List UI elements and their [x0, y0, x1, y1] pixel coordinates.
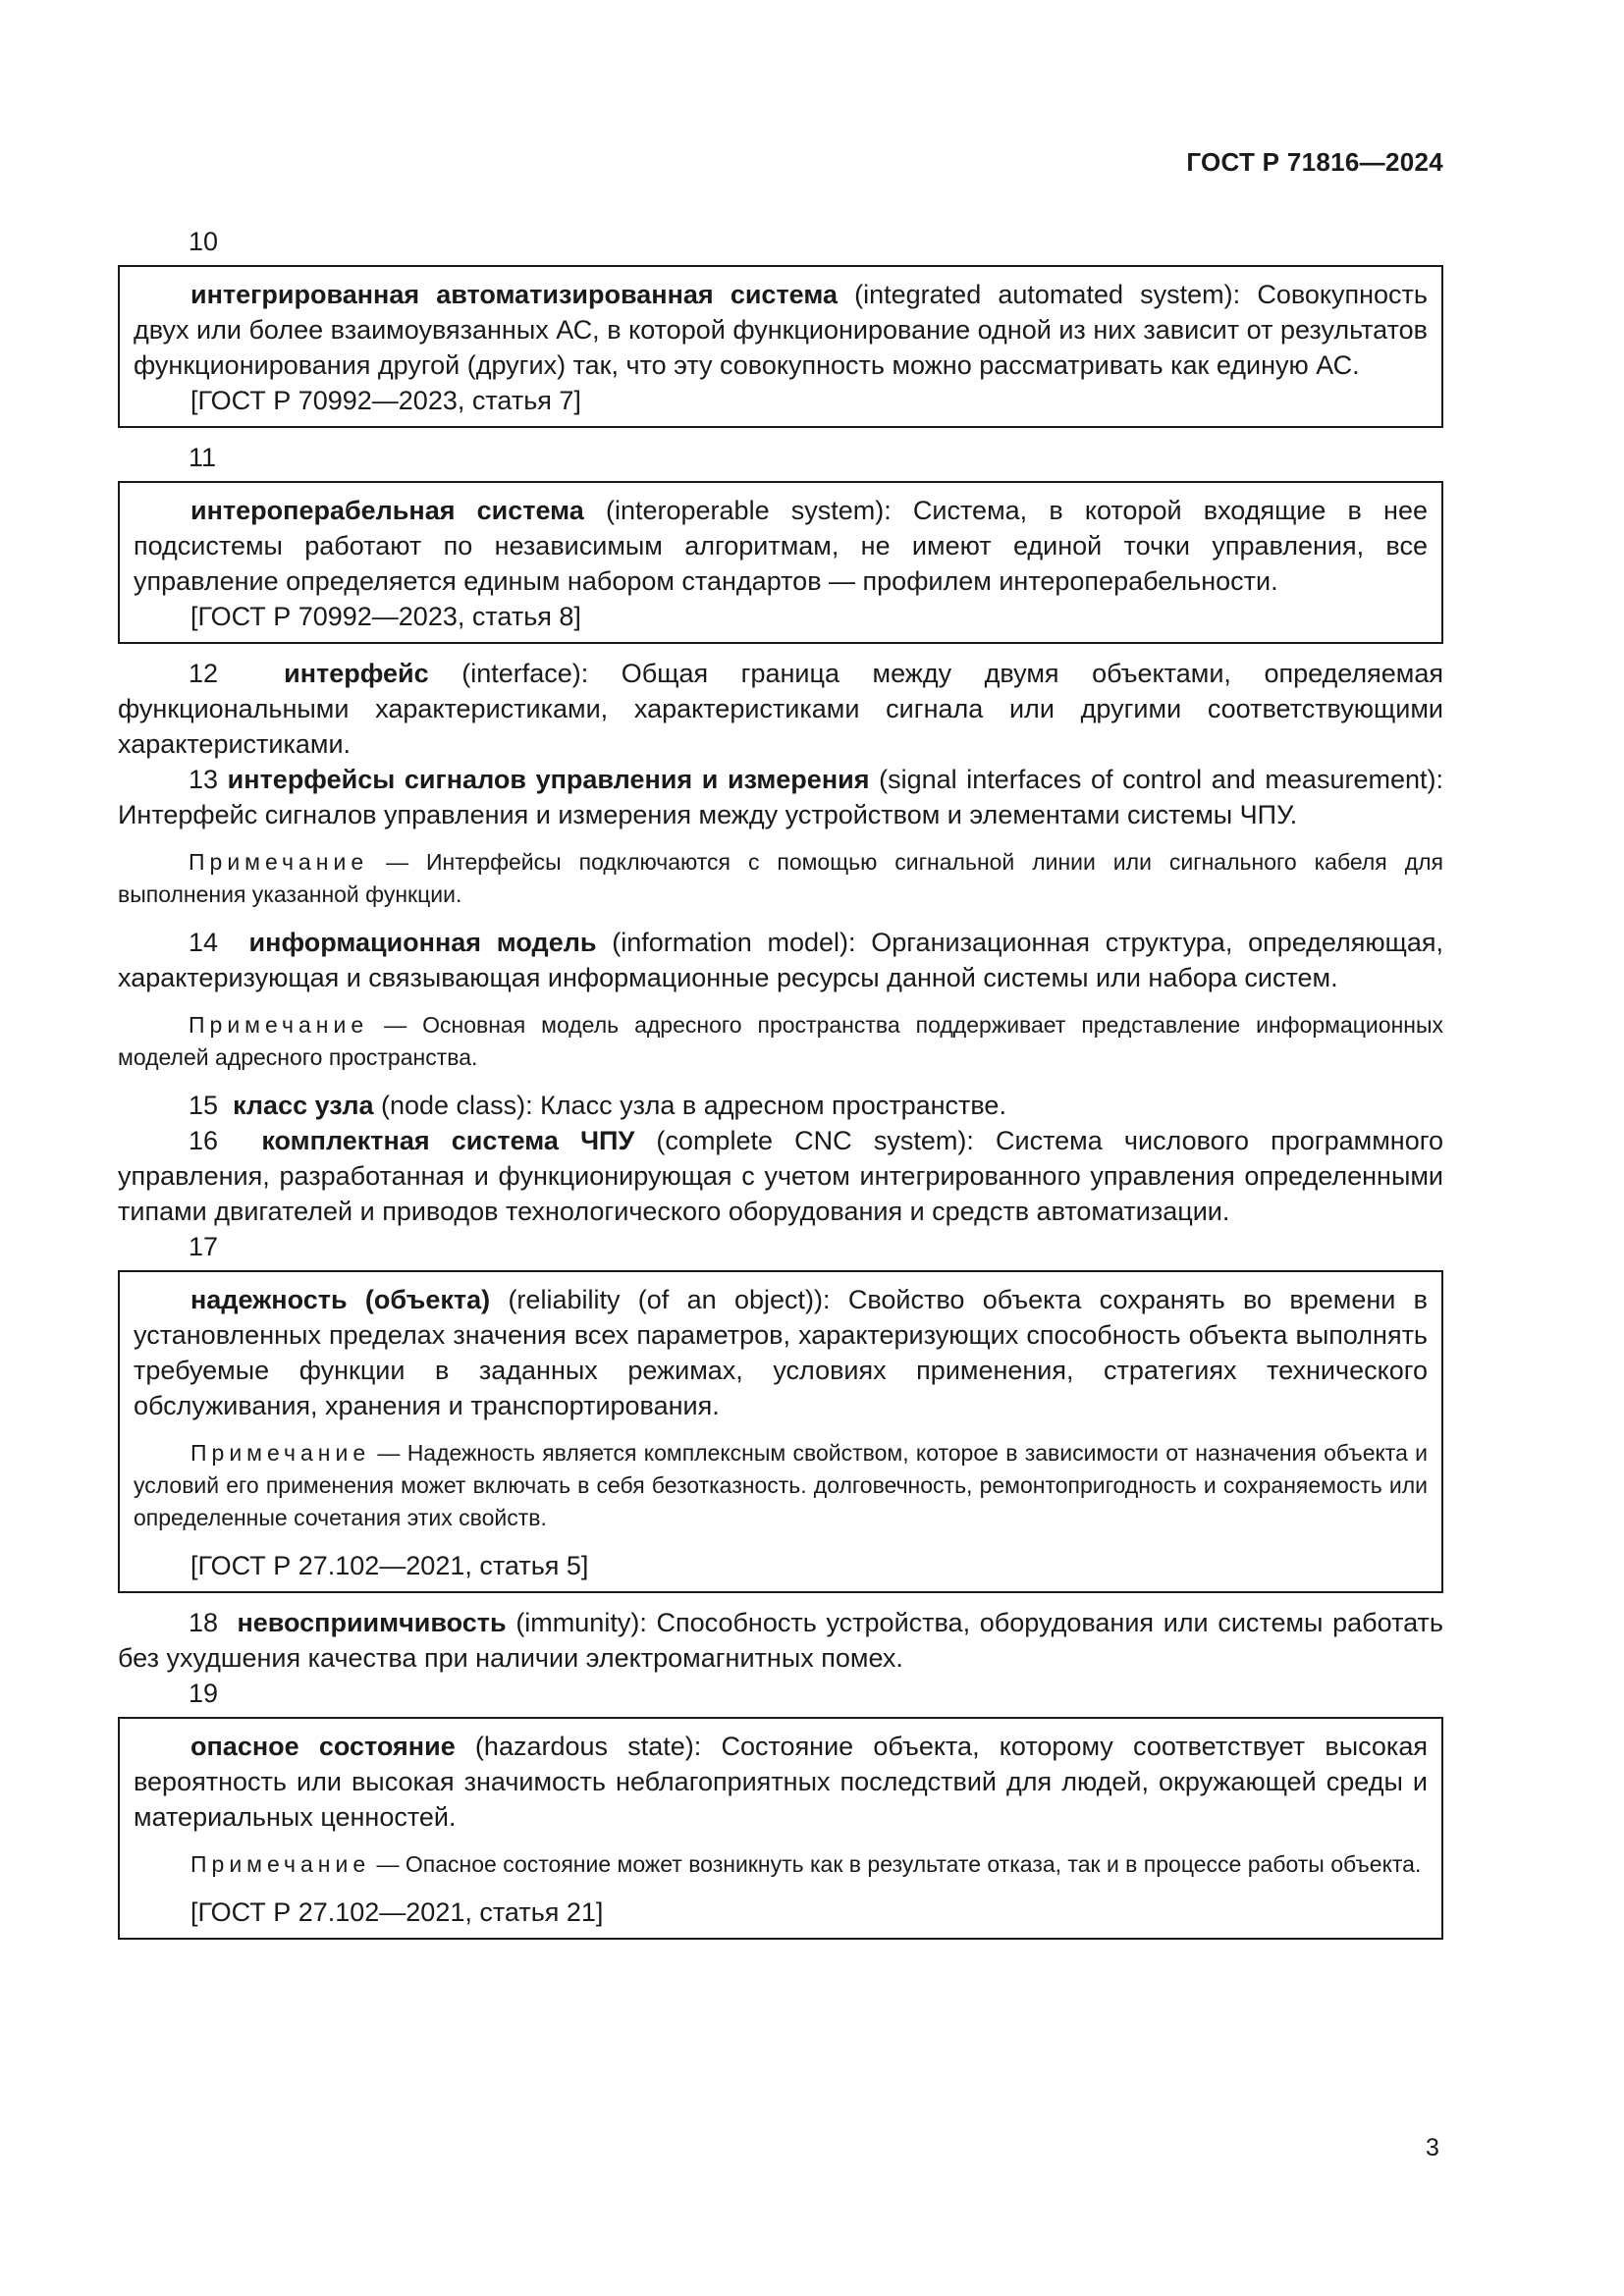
entry-number: 14	[189, 928, 219, 957]
term-text: (complete CNC system): Система числового программного управления, разработанная и функционирующая с учетом интегрированного управления определенными типами двигателей и приводов технологического оборудования и средств автоматизации.	[118, 1126, 1443, 1226]
term-definition	[134, 277, 1428, 383]
term-text: (interoperable system): Система, в которой входящие в нее подсистемы работают по независимым алгоритмам, не имеют единой точки управления, все управление определяется единым набором стандартов — профилем интероперабельности.	[134, 496, 1428, 596]
term-definition	[118, 1088, 1443, 1123]
entry-number: 16	[189, 1126, 219, 1155]
note-text: — Надежность является комплексным свойством, которое в зависимости от назначения объекта и условий его применения может включать в себя безотказность. долговечность, ремонтопригодность и сохраняемость или определенные сочетания этих свойств.	[134, 1440, 1428, 1530]
term-definition	[134, 493, 1428, 599]
term-box	[118, 265, 1443, 428]
term-name: интероперабельная система	[190, 496, 584, 525]
terms-list	[118, 224, 1443, 1951]
term-definition	[118, 925, 1443, 995]
term-name: интерфейс	[284, 659, 429, 688]
term-name: класс узла	[233, 1091, 374, 1120]
term-source: [ГОСТ Р 70992—2023, статья 8]	[190, 602, 581, 631]
term-box	[118, 1717, 1443, 1940]
note-label: Примечание	[190, 1440, 371, 1466]
term-source: [ГОСТ Р 27.102—2021, статья 5]	[190, 1551, 589, 1580]
term-name: интерфейсы сигналов управления и измерения	[227, 765, 870, 794]
page-number: 3	[1426, 2134, 1439, 2162]
term-name: интегрированная автоматизированная система	[190, 280, 838, 309]
term-text: (reliability (of an object)): Свойство объекта сохранять во времени в установленных пределах значения всех параметров, характеризующих способность объекта выполнять требуемые функции в заданных режимах, условиях применения, стратегиях технического обслуживания, хранения и транспортирования.	[134, 1285, 1428, 1420]
term-text: (integrated automated system): Совокупность двух или более взаимоувязанных АС, в которой функционирование одной из них зависит от результатов функционирования другой (других) так, что эту совокупность можно рассматривать как единую АС.	[134, 280, 1428, 380]
entry-number: 12	[189, 659, 219, 688]
note-text: — Опасное состояние может возникнуть как в результате отказа, так и в процессе работы объекта.	[370, 1851, 1422, 1877]
term-name: опасное состояние	[190, 1732, 456, 1761]
term-source: [ГОСТ Р 70992—2023, статья 7]	[190, 386, 581, 415]
note	[134, 1848, 1428, 1881]
entry-number: 18	[189, 1608, 219, 1637]
term-source: [ГОСТ Р 27.102—2021, статья 21]	[190, 1897, 604, 1927]
term-definition	[134, 1282, 1428, 1423]
term-text: (node class): Класс узла в адресном пространстве.	[373, 1091, 1006, 1120]
term-name: комплектная система ЧПУ	[261, 1126, 635, 1155]
term-text: (immunity): Способность устройства, оборудования или системы работать без ухудшения качества при наличии электромагнитных помех.	[118, 1608, 1443, 1673]
term-text: (information model): Организационная структура, определяющая, характеризующая и связывающая информационные ресурсы данной системы или набора систем.	[118, 928, 1443, 992]
term-definition	[118, 762, 1443, 832]
note	[134, 1437, 1428, 1534]
term-definition	[134, 1729, 1428, 1835]
note-label: Примечание	[189, 849, 369, 875]
term-box	[118, 1270, 1443, 1593]
entry-number: 11	[189, 443, 217, 472]
note-label: Примечание	[190, 1851, 371, 1877]
entry-number: 10	[189, 227, 219, 256]
note	[118, 846, 1443, 911]
term-definition	[118, 656, 1443, 762]
term-name: надежность (объекта)	[190, 1285, 491, 1314]
entry-number: 15	[189, 1091, 219, 1120]
term-box	[118, 481, 1443, 644]
note-text: — Основная модель адресного пространства поддерживает представление информационных моделей адресного пространства.	[118, 1012, 1443, 1070]
note-label: Примечание	[189, 1012, 369, 1038]
term-name: невосприимчивость	[237, 1608, 507, 1637]
document-code: ГОСТ Р 71816—2024	[1186, 147, 1443, 177]
entry-number: 17	[189, 1232, 219, 1261]
term-text: (signal interfaces of control and measurement): Интерфейс сигналов управления и измерения между устройством и элементами системы ЧПУ.	[118, 765, 1443, 829]
term-definition	[118, 1605, 1443, 1676]
note-text: — Интерфейсы подключаются с помощью сигнальной линии или сигнального кабеля для выполнения указанной функции.	[118, 849, 1443, 907]
entry-number: 19	[189, 1679, 219, 1708]
note	[118, 1009, 1443, 1074]
term-name: информационная модель	[248, 928, 597, 957]
term-text: (interface): Общая граница между двумя объектами, определяемая функциональными характеристиками, характеристиками сигнала или другими соответствующими характеристиками.	[118, 659, 1443, 759]
term-definition	[118, 1123, 1443, 1229]
entry-number: 13	[189, 765, 219, 794]
term-text: (hazardous state): Состояние объекта, которому соответствует высокая вероятность или высокая значимость неблагоприятных последствий для людей, окружающей среды и материальных ценностей.	[134, 1732, 1428, 1832]
